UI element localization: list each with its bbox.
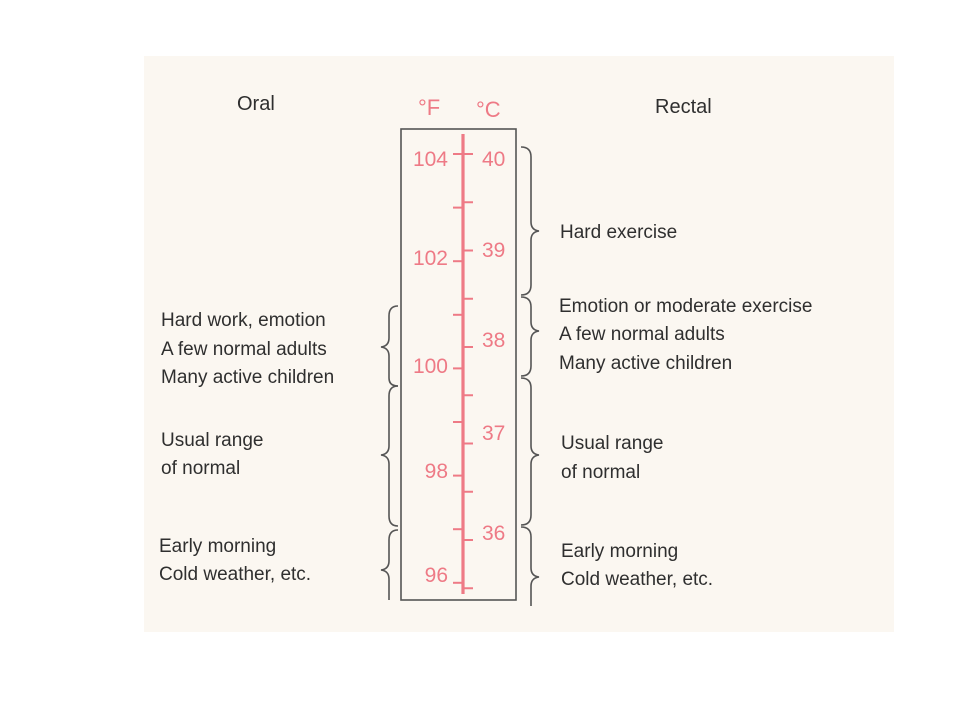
oral-note-low-2: Cold weather, etc. (159, 564, 312, 585)
rectal-note-normal-2: of normal (561, 462, 641, 483)
rectal-note-elevated-1: Emotion or moderate exercise (559, 296, 813, 317)
fahrenheit-unit: °F (418, 95, 441, 120)
rectal-brace-normal (521, 378, 539, 525)
oral-note-elevated-1: Hard work, emotion (161, 310, 326, 331)
fahrenheit-label-104: 104 (412, 148, 448, 171)
oral-note-normal-1: Usual range (161, 430, 264, 451)
oral-note-elevated-2: A few normal adults (161, 339, 327, 360)
rectal-note-elevated-2: A few normal adults (559, 324, 725, 345)
rectal-header: Rectal (655, 96, 712, 118)
fahrenheit-label-100: 100 (412, 355, 448, 378)
rectal-note-normal-1: Usual range (561, 433, 664, 454)
rectal-note-elevated-3: Many active children (559, 353, 733, 374)
celsius-label-40: 40 (482, 148, 506, 171)
celsius-unit: °C (476, 97, 501, 122)
fahrenheit-label-102: 102 (412, 247, 448, 270)
oral-brace-elevated (381, 306, 398, 386)
oral-brace-low (381, 530, 398, 600)
rectal-note-low-1: Early morning (561, 541, 679, 562)
rectal-note-low-2: Cold weather, etc. (561, 569, 714, 590)
celsius-label-36: 36 (482, 522, 506, 545)
oral-header: Oral (237, 93, 275, 115)
oral-note-elevated-3: Many active children (161, 367, 335, 388)
rectal-note-exercise: Hard exercise (560, 222, 678, 243)
fahrenheit-label-96: 96 (424, 564, 448, 587)
celsius-label-37: 37 (482, 422, 506, 445)
rectal-brace-low (521, 527, 539, 606)
fahrenheit-label-98: 98 (424, 460, 448, 483)
celsius-label-38: 38 (482, 329, 506, 352)
oral-note-normal-2: of normal (161, 458, 241, 479)
rectal-brace-exercise (521, 147, 539, 295)
celsius-label-39: 39 (482, 239, 506, 262)
oral-brace-normal (381, 386, 398, 526)
oral-note-low-1: Early morning (159, 536, 277, 557)
rectal-brace-elevated (521, 297, 539, 376)
